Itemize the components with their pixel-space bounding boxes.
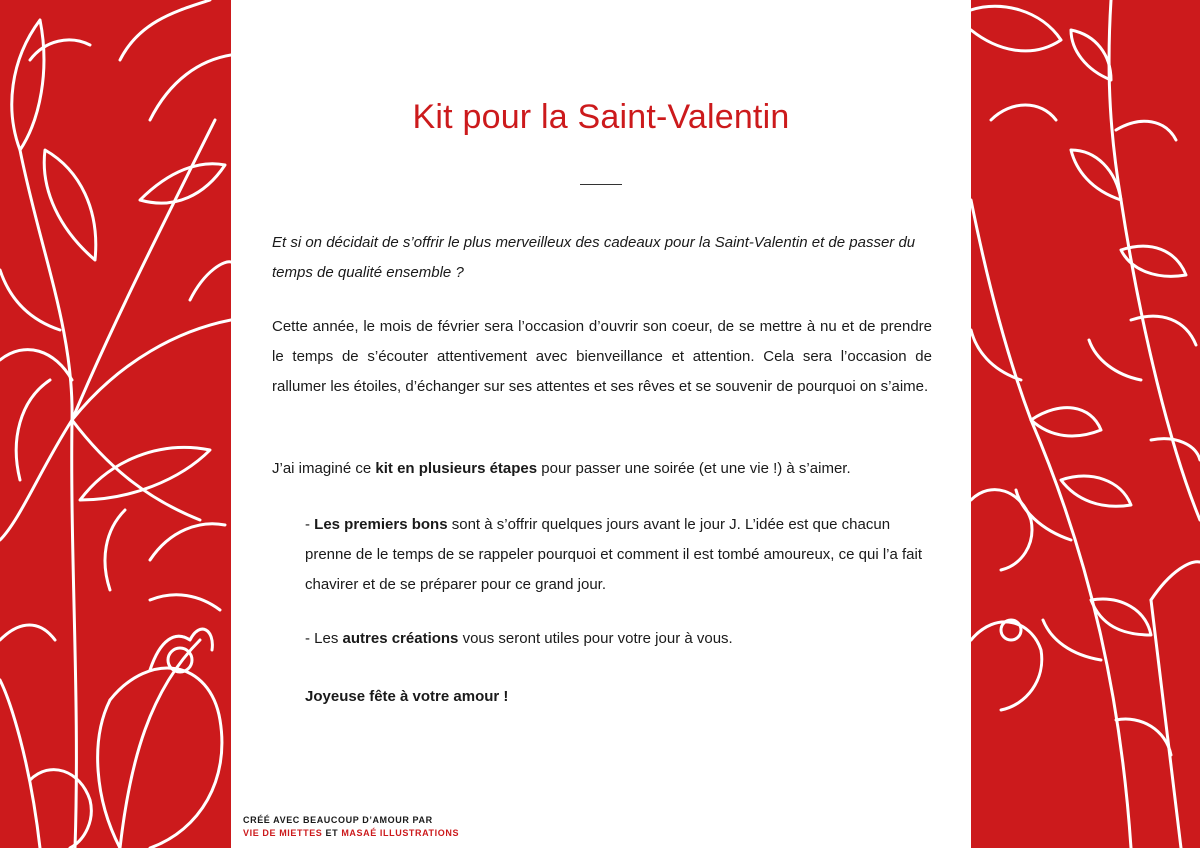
item2-text-before: - Les xyxy=(305,630,343,647)
item2-text-after: vous seront utiles pour votre jour à vous. xyxy=(458,630,733,647)
credit-conjunction: ET xyxy=(322,828,342,838)
credit-names xyxy=(243,827,459,840)
list-item-premiers-bons xyxy=(305,510,931,600)
item1-bold: Les premiers bons xyxy=(314,516,448,533)
credit-name-vie-de-miettes: VIE DE MIETTES xyxy=(243,828,323,838)
credit-name-masae: MASAÉ ILLUSTRATIONS xyxy=(341,828,460,838)
title-divider xyxy=(580,184,622,185)
floral-illustration-right xyxy=(971,0,1200,848)
closing-line: Joyeuse fête à votre amour ! xyxy=(305,688,509,705)
floral-illustration-left xyxy=(0,0,231,848)
content-card xyxy=(231,0,971,848)
kit-text-bold: kit en plusieurs étapes xyxy=(375,460,538,477)
item1-text: sont à s’offrir quelques jours avant le jour J. L’idée est que chacun prenne de le temps de se rappeler pourquoi et comment il est tombé amoureux, ce qui l’a fait chavirer et de se préparer pour ce grand jour. xyxy=(305,516,923,593)
left-floral-panel xyxy=(0,0,231,848)
credit-line: CRÉÉ AVEC BEAUCOUP D’AMOUR PAR xyxy=(243,815,433,825)
item2-bold: autres créations xyxy=(342,630,459,647)
description-paragraph: Cette année, le mois de février sera l’occasion d’ouvrir son coeur, de se mettre à nu et de prendre le temps de s’écouter attentivement avec bienveillance et attention. Cela sera l’occasion de rallumer les étoiles, d’échanger sur ses attentes et ses rêves et se souvenir de pourquoi on s’aime. xyxy=(272,318,932,395)
item1-prefix: - xyxy=(305,516,315,533)
kit-paragraph xyxy=(272,454,932,484)
credit-footer xyxy=(243,814,459,840)
kit-text-after: pour passer une soirée (et une vie !) à s’aimer. xyxy=(537,460,851,477)
page-title: Kit pour la Saint-Valentin xyxy=(412,98,790,136)
kit-text-before: J’ai imaginé ce xyxy=(272,460,376,477)
list-item-autres-creations xyxy=(305,624,931,654)
right-floral-panel xyxy=(971,0,1200,848)
intro-paragraph: Et si on décidait de s’offrir le plus merveilleux des cadeaux pour la Saint-Valentin et de passer du temps de qualité ensemble ? xyxy=(272,234,916,281)
